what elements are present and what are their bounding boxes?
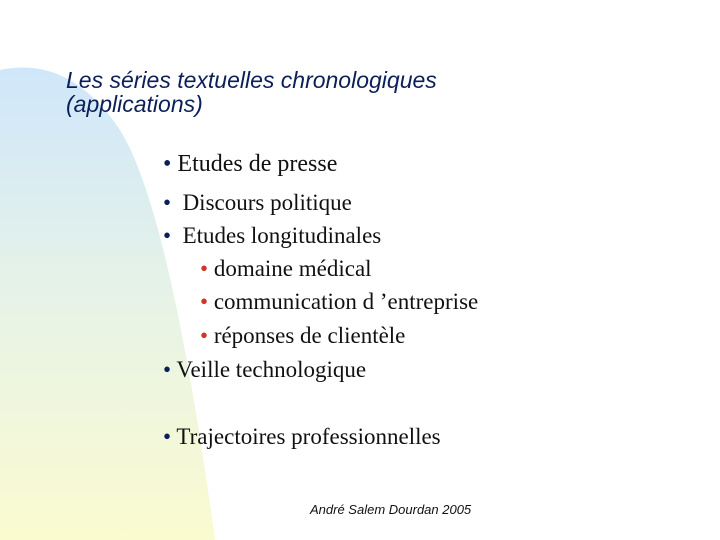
slide-title [66,68,666,116]
list-item [163,223,381,249]
list-item-label: Etudes de presse [177,151,338,177]
list-item-label: Discours politique [182,190,352,215]
list-item [163,424,441,450]
list-item-label: Veille technologique [176,357,367,382]
list-item [163,151,337,178]
sub-bullet-icon: • [200,323,209,348]
bullet-icon: • [163,424,172,449]
bullet-icon: • [163,223,172,248]
slide-footer: André Salem Dourdan 2005 [310,502,472,517]
list-item-label: domaine médical [213,256,372,281]
bullet-icon: • [163,357,172,382]
list-item-label: réponses de clientèle [213,323,406,348]
slide-title-line-2: (applications) [66,91,203,117]
list-item [163,190,352,216]
list-item-label: Trajectoires professionnelles [176,424,441,449]
list-item-label: Etudes longitudinales [182,223,382,248]
sub-bullet-icon: • [200,289,209,314]
list-item-sub [200,256,372,282]
bullet-icon: • [163,151,172,177]
bullet-icon: • [163,190,172,215]
list-item-sub [200,323,405,349]
slide-title-line-1: Les séries textuelles chronologiques [66,67,437,93]
list-item-sub [200,289,478,315]
list-item [163,357,366,383]
list-item-label: communication d ’entreprise [213,289,479,314]
sub-bullet-icon: • [200,256,209,281]
